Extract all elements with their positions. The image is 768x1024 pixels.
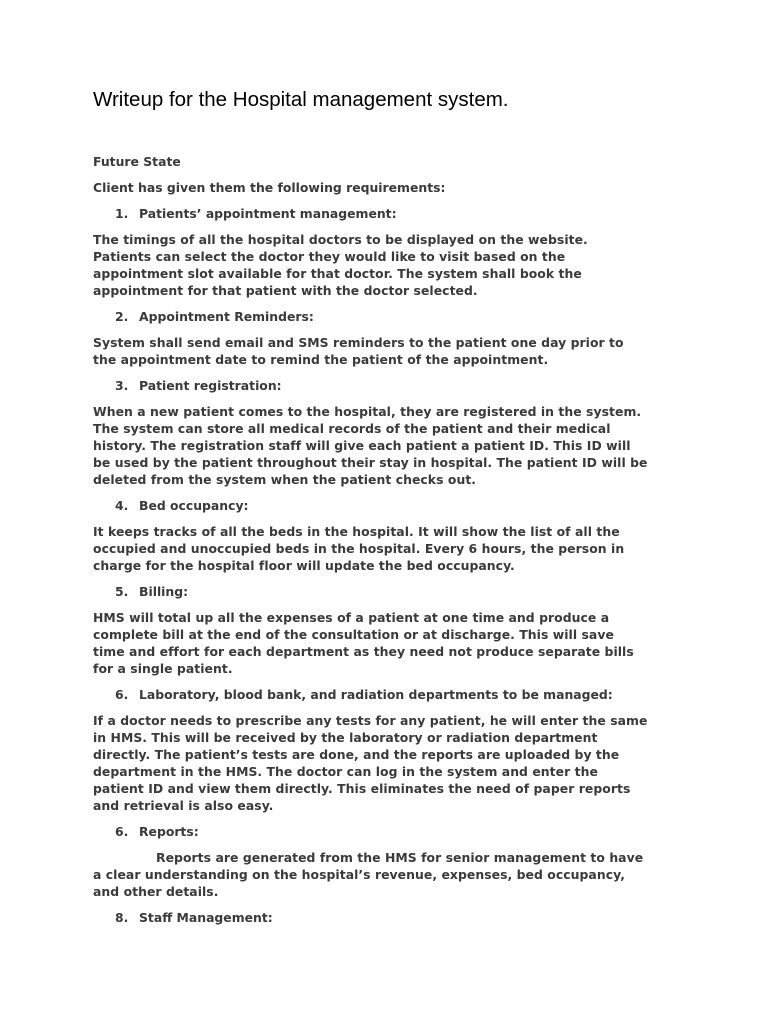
paragraph-first-line: Reports are generated from the HMS for senior management to have [156,850,644,865]
list-item-heading [93,205,683,222]
list-heading-text: Staff Management: [139,910,273,925]
list-item-heading [93,377,683,394]
list-item-heading [93,308,683,325]
section-paragraph: If a doctor needs to prescribe any tests for any patient, he will enter the same in HMS. This will be received by the laboratory or radiation department directly. The patient’s tests are done, and the reports are uploaded by the department in the HMS. The doctor can log in the system and enter the patient ID and view them directly. This eliminates the need of paper reports and retrieval is also easy. [93,713,648,813]
section-heading: Future State [93,154,181,169]
list-item-heading [93,497,683,514]
list-heading-text: Billing: [139,584,189,599]
list-number: 5. [115,584,129,599]
list-item-heading [93,686,683,703]
list-heading-text: Bed occupancy: [139,498,249,513]
paragraph-rest: a clear understanding on the hospital’s revenue, expenses, bed occupancy, and other details. [93,867,626,899]
document-body [93,153,683,935]
list-item-heading [93,909,683,926]
section-paragraph: System shall send email and SMS reminders to the patient one day prior to the appointment date to remind the patient of the appointment. [93,335,624,367]
list-number: 1. [115,206,129,221]
section-paragraph: It keeps tracks of all the beds in the hospital. It will show the list of all the occupied and unoccupied beds in the hospital. Every 6 hours, the person in charge for the hospital floor will update the bed occupancy. [93,524,625,573]
list-number: 8. [115,910,129,925]
list-number: 6. [115,687,129,702]
list-heading-text: Laboratory, blood bank, and radiation departments to be managed: [139,687,613,702]
list-number: 3. [115,378,129,393]
document-title: Writeup for the Hospital management system. [93,88,509,111]
list-heading-text: Patient registration: [139,378,282,393]
list-item-heading [93,583,683,600]
section-paragraph [93,849,683,900]
section-paragraph: HMS will total up all the expenses of a patient at one time and produce a complete bill at the end of the consultation or at discharge. This will save time and effort for each department as they need not produce separate bills for a single patient. [93,610,634,676]
list-heading-text: Reports: [139,824,199,839]
list-heading-text: Patients’ appointment management: [139,206,397,221]
list-item-heading [93,823,683,840]
section-paragraph: When a new patient comes to the hospital, they are registered in the system. The system can store all medical records of the patient and their medical history. The registration staff will give each patient a patient ID. This ID will be used by the patient throughout their stay in hospital. The patient ID will be deleted from the system when the patient checks out. [93,404,648,487]
section-paragraph: The timings of all the hospital doctors to be displayed on the website. Patients can select the doctor they would like to visit based on the appointment slot available for that doctor. The system shall book the appointment for that patient with the doctor selected. [93,232,588,298]
list-number: 6. [115,824,129,839]
list-number: 2. [115,309,129,324]
list-heading-text: Appointment Reminders: [139,309,314,324]
intro-text: Client has given them the following requirements: [93,180,446,195]
list-number: 4. [115,498,129,513]
